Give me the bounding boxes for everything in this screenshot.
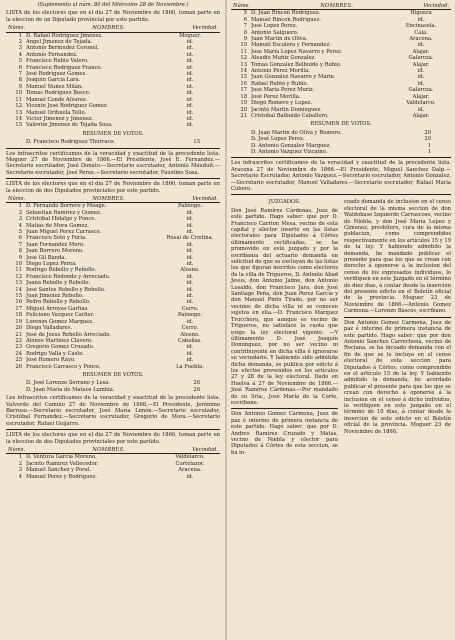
elector-number: 20	[15, 325, 22, 332]
elector-number: 6	[243, 16, 247, 23]
elector-name: Diego Valladares.	[26, 325, 73, 332]
elector-vecindad: id.	[186, 209, 194, 216]
candidate-name: D. José Lorenzo Serrano y Losa.	[26, 380, 111, 387]
elector-number: 14	[240, 68, 247, 75]
elector-number: 25	[15, 357, 22, 364]
elector-number: 19	[240, 100, 247, 107]
list-item	[6, 122, 220, 128]
list2-intro: LISTA de los electores que en el dia 27 de Noviembre de 1866, toman parte en la eleccion de dos Diputados provinciales por este partido.	[6, 181, 220, 194]
elector-name: Joaquin Garcia Lara.	[26, 77, 81, 84]
col-names: NOMBRES.	[320, 3, 354, 9]
elector-vecindad: id.	[186, 51, 194, 58]
elector-vecindad: id.	[186, 473, 194, 480]
elector-name: Rodrigo Valla y Casto.	[26, 350, 85, 357]
elector-number: 10	[15, 90, 22, 97]
elector-number: 8	[18, 248, 22, 255]
list-item	[6, 364, 220, 370]
elector-vecindad: id.	[186, 299, 194, 306]
certification-right: Los infrascritos certificamos de la veracidad y exactitud de la precedente lista. Aracena 27 de Noviembre de 1866.—El Presidente, Miguel Sanchez Dalp.—Secretario Escrutador, Antonio Vazquez.—Secretario escrutador, Antonio Gonzalez.—Secretario escrutador, Manuel Valladares.—Secretario escrutador, Rafael Maria Cubero.	[231, 160, 451, 192]
vote-count: 20	[424, 129, 431, 136]
elector-vecindad: id.	[417, 106, 425, 113]
candidate-name: D. Juan Martin de Oliva y Romero.	[251, 129, 342, 136]
elector-name: Víctor Jimenez y Jimenez.	[26, 115, 94, 122]
elector-vecindad: id.	[186, 318, 194, 325]
elector-vecindad: Encinasola.	[405, 23, 437, 30]
elector-vecindad: Palmogo.	[177, 203, 203, 210]
juzgados-section	[231, 197, 451, 458]
elector-name: José de Jesus Rebollo Arreciado.	[26, 331, 112, 338]
elector-vecindad: id.	[186, 96, 194, 103]
right-column	[231, 0, 451, 458]
elector-vecindad: id.	[186, 90, 194, 97]
elector-name: Aleadio Muñiz Gonzalez.	[251, 55, 316, 62]
elector-number: 22	[15, 337, 22, 344]
elector-number: 2	[18, 39, 22, 46]
elector-vecindad: Cala.	[414, 29, 428, 36]
elector-number: 15	[15, 293, 22, 300]
elector-number: 16	[15, 299, 22, 306]
elector-name: Antonio Bermudez Coronel.	[26, 45, 99, 52]
elector-number: 5	[243, 10, 247, 17]
elector-vecindad: id.	[186, 115, 194, 122]
elector-number: 1	[18, 454, 22, 461]
elector-name: Sebastian Ramirez y Gomez.	[26, 209, 102, 216]
elector-vecindad: Aracena.	[178, 467, 202, 474]
elector-number: 4	[18, 473, 22, 480]
resumen-list-right	[231, 130, 451, 156]
elector-vecindad: id.	[417, 42, 425, 49]
elector-name: Manuel Orihuela Tello.	[26, 109, 87, 116]
elector-name: Francisco Redondo y Arreciado.	[26, 273, 111, 280]
elector-name: Valentin Jimenez de Tejada Sosa.	[26, 122, 113, 129]
elector-vecindad: id.	[186, 122, 194, 129]
elector-vecindad: Valdelarco.	[175, 454, 205, 461]
col-vecindad: Vecindad.	[423, 3, 449, 9]
divider	[6, 178, 220, 179]
elector-name: Rafael Rubio y Rubio.	[251, 80, 308, 87]
elector-number: 2	[18, 460, 22, 467]
elector-name: Matias de Mora Gomez.	[26, 222, 89, 229]
elector-vecindad: id.	[186, 222, 194, 229]
list-item	[231, 113, 451, 119]
elector-vecindad: id.	[186, 45, 194, 52]
elector-number: 18	[240, 93, 247, 100]
elector-vecindad: Aracena.	[409, 36, 433, 43]
elector-number: 1	[18, 32, 22, 39]
elector-name: Francisco Soto y Feria.	[26, 235, 87, 242]
col-vecindad: Vecindad.	[192, 195, 218, 202]
left-column	[6, 0, 220, 480]
vote-count: 1	[427, 148, 431, 155]
elector-number: 4	[18, 51, 22, 58]
elector-name: Manuel Nuñez Milan.	[26, 83, 83, 90]
elector-vecindad: Cerro.	[181, 305, 199, 312]
elector-name: Juan Miguel Perez Carrasco.	[26, 229, 102, 235]
resumen2-title: RESUMEN DE VOTOS.	[82, 371, 144, 378]
elector-vecindad: Alajar.	[412, 112, 430, 119]
elector-name: Feliciano Vazquez Carlier.	[26, 312, 95, 319]
list3-intro: LISTA de los electores que en el dia 27 de Noviembre de 1866, toman parte en la eleccion de dos Diputados provinciales por este partido.	[6, 432, 220, 445]
elector-name: Antonio Salguero.	[251, 29, 299, 36]
elector-vecindad: id.	[186, 344, 194, 351]
elector-name: Francisco Rodriguez Franco.	[26, 64, 103, 71]
elector-number: 17	[240, 87, 247, 94]
elector-number: 20	[240, 106, 247, 113]
resumen-list-2	[6, 380, 220, 393]
elector-number: 12	[15, 103, 22, 110]
vote-count: 15	[193, 139, 200, 146]
elector-vecindad: Alosno.	[180, 331, 200, 338]
elector-number: 12	[240, 55, 247, 62]
elector-list-3	[6, 454, 220, 480]
elector-name: Vicente José Rodriguez Gomez.	[26, 103, 109, 110]
elector-name: D. Juan Rincon Rodriguez.	[251, 10, 321, 17]
divider	[231, 194, 451, 195]
elector-number: 3	[18, 467, 22, 474]
elector-number: 3	[18, 45, 22, 52]
elector-name: José Maria Lopez Navarro y Perez.	[251, 48, 343, 55]
vote-count: 26	[193, 380, 200, 387]
elector-number: 12	[15, 273, 22, 280]
elector-vecindad: Paimogo.	[177, 312, 203, 319]
elector-name: Manuel Sanchez y Poral.	[26, 467, 92, 474]
elector-vecindad: id.	[186, 248, 194, 255]
elector-number: 16	[240, 80, 247, 87]
certification-1: Los infrascritos certificamos de la veracidad y exactitud de la precedente lista. Moguer 27 de Noviembre de 1866.—El Presidente, José E. Fernandez.—Secretario escrutador, José Donato.—Secretario escrutador, Antonio Mauduit.—Secretario escrutador, José Perez.—Secretario escrutador, Faustino Sosa.	[6, 150, 220, 176]
elector-vecindad: id.	[186, 216, 194, 223]
elector-vecindad: id.	[417, 74, 425, 81]
elector-name: D. Rafael Rodriguez Jiménez.	[26, 32, 103, 39]
juzgados-col-2	[344, 197, 451, 458]
elector-name: Jacinto Ramirez Vellecedor.	[26, 460, 99, 467]
elector-name: José Rodriguez Gomez.	[26, 71, 87, 78]
elector-vecindad: id.	[186, 39, 194, 46]
elector-vecindad: Rosal de Cristina.	[166, 235, 214, 242]
list2-header	[6, 196, 220, 203]
edict-2-start: Don Antonio Gomez Carmona, Juez de paz é interino de primera instancia de este partido. Hago saber: que por D. Andres Ramírez Cruzado y Matas, vecino de Niebla y elector para Diputados á Córtes de esta seccion, se ha in-	[231, 411, 338, 456]
elector-vecindad: Galaroza.	[408, 55, 434, 62]
elector-name: Juan Gonzalez Navarro y Marin.	[251, 74, 336, 81]
elector-name: Antonio Perez Morilla.	[251, 68, 310, 75]
elector-number: 15	[15, 122, 22, 129]
elector-name: Antonio Fernandez.	[26, 51, 78, 58]
list-item	[6, 474, 220, 480]
elector-list-2	[6, 203, 220, 370]
elector-number: 11	[15, 96, 22, 103]
elector-vecindad: id.	[417, 68, 425, 75]
elector-name: D. Ventura Garcia Moreno.	[26, 454, 97, 461]
elector-vecindad: La Puebla.	[176, 363, 204, 370]
elector-name: Francisco Carrasco y Ponce.	[26, 363, 101, 370]
elector-name: José Santos Rebollo y Rebollo.	[26, 286, 106, 293]
candidate-name: D. José Lopez Perez.	[251, 136, 305, 143]
elector-name: Diego Lopez Perea.	[26, 261, 77, 268]
elector-vecindad: Galaroza.	[408, 87, 434, 94]
elector-vecindad: Alajar.	[412, 61, 430, 68]
divider	[231, 408, 338, 409]
elector-name: Manuel Conde Alvarez.	[26, 96, 88, 103]
elector-name: Manuel Perez y Rodriguez.	[26, 473, 97, 480]
elector-list-right	[231, 10, 451, 119]
col-vecindad: Vecindad.	[192, 447, 218, 453]
elector-vecindad: id.	[186, 241, 194, 248]
elector-name: Diego Romero y Lopez.	[251, 100, 313, 107]
right-list-header	[231, 3, 451, 10]
elector-name: José Perez Morilla.	[251, 93, 301, 100]
elector-vecindad: id.	[186, 77, 194, 84]
elector-number: 1	[18, 203, 22, 210]
elector-name: Lorenzo Gomez Marquez.	[26, 318, 94, 325]
elector-vecindad: id.	[186, 229, 194, 235]
col-vecindad: Vecindad.	[192, 25, 218, 32]
elector-number: 8	[18, 77, 22, 84]
elector-vecindad: id.	[186, 273, 194, 280]
elector-vecindad: id.	[186, 109, 194, 116]
elector-vecindad: id.	[186, 293, 194, 300]
elector-number: 10	[240, 42, 247, 49]
elector-vecindad: id.	[186, 350, 194, 357]
elector-number: 6	[18, 235, 22, 242]
col-num: Núms.	[8, 195, 26, 202]
col-names: NOMBRES.	[92, 447, 126, 453]
elector-vecindad: Alajar.	[412, 48, 430, 55]
elector-vecindad: Cabañas.	[177, 337, 203, 344]
elector-name: Tomás Rodriguez Bosco.	[26, 90, 91, 97]
elector-number: 19	[15, 318, 22, 325]
elector-name: Juan Borrero Moreno.	[26, 248, 84, 255]
elector-vecindad: id.	[186, 357, 194, 364]
elector-number: 11	[15, 267, 22, 274]
col-num: Núms.	[8, 25, 26, 32]
page-fold	[225, 0, 227, 640]
elector-vecindad: Higuera	[410, 10, 432, 17]
elector-vecindad: Cerro.	[181, 325, 199, 332]
col-num: Núms.	[8, 447, 26, 453]
elector-name: Juan Jimenez Rebollo.	[26, 293, 84, 300]
elector-name: Tomás Gonzalez Belbuido y Rubio.	[251, 61, 342, 68]
col-names: NOMBRES.	[92, 195, 126, 202]
elector-vecindad: id.	[417, 16, 425, 23]
elector-name: Manuel Rincon Rodriguez.	[251, 16, 321, 23]
elector-number: 21	[240, 112, 247, 119]
candidate-name: D. Juan María de Mateos Lumbia.	[26, 386, 115, 393]
elector-name: Juana Rebollo y Rebollo.	[26, 280, 91, 287]
vote-count: 20	[424, 136, 431, 143]
elector-number: 6	[18, 64, 22, 71]
juzgados-title: JUZGADOS.	[268, 199, 301, 206]
elector-name: Angel Jimenez de Tejada.	[26, 39, 93, 46]
juzgados-col-1	[231, 197, 338, 458]
elector-name: Francisco Rubio Valero.	[26, 58, 89, 65]
elector-name: D. Fernando Borrero y Moage.	[26, 203, 107, 210]
col-num: Núms.	[233, 3, 251, 9]
elector-number: 5	[18, 229, 22, 235]
divider	[6, 429, 220, 430]
elector-list-1	[6, 33, 220, 129]
elector-vecindad: Valdelarco.	[406, 100, 436, 107]
elector-number: 26	[15, 363, 22, 370]
elector-number: 23	[15, 344, 22, 351]
elector-number: 13	[240, 61, 247, 68]
elector-number: 13	[15, 109, 22, 116]
elector-vecindad: Alosno.	[180, 267, 200, 274]
elector-number: 4	[18, 222, 22, 229]
resumen-row	[6, 139, 220, 145]
elector-vecindad: Cortelazor.	[175, 460, 205, 467]
divider	[344, 317, 451, 318]
edict-3: Don Antonio Gomez Carmona, Juez de paz é interino de primera instancia de este partido. Hago saber: que por don Antonio Sanchez Carrechena, vecino de Rociana, se ha incoado demanda con el fin de que se le incluya en el censo electoral de esta seccion para Diputados á Córtes, como comprendido en el artículo 15 de la ley. Y habiendo admitido la demanda, he acordado publicar el presente para que los que se crean con derecho á oponerse á la inclusion en el censo á dicho individuo, lo verifiquen en este juzgado en el término de 10 dias, á contar desde la insercion de este edicto en el Boletín oficial de la provincia. Moguer 23 de Noviembre de 1866.	[344, 319, 451, 435]
elector-number: 14	[15, 115, 22, 122]
elector-number: 5	[18, 58, 22, 65]
elector-number: 7	[18, 241, 22, 248]
elector-vecindad: id.	[186, 64, 194, 71]
elector-vecindad: id.	[186, 71, 194, 78]
elector-number: 2	[18, 209, 22, 216]
elector-name: José Gil Banda.	[26, 254, 67, 261]
elector-number: 9	[243, 36, 247, 43]
certification-2: Los infrascritos certificamos de la veracidad y exactitud de la precedente lista. Valverde del Camino 27 de Noviembre de 1866.—El Presidente, Jerónimo Barroso.—Secretario escrutador, José María Limón.—Secretario escrutador, Cristóbal Fernandez.—Secretario escrutador, Gregorio de Mora.—Secretario escrutador, Rafael Guijarro.	[6, 395, 220, 427]
elector-number: 24	[15, 350, 22, 357]
list1-header	[6, 25, 220, 32]
resumen-right-title: RESUMEN DE VOTOS.	[310, 121, 372, 128]
elector-vecindad: id.	[417, 80, 425, 87]
resumen-row	[6, 387, 220, 393]
list3-header	[6, 447, 220, 454]
elector-name: Alonso Martinez Clavero.	[26, 337, 93, 344]
elector-vecindad: id.	[186, 280, 194, 287]
elector-number: 17	[15, 305, 22, 312]
candidate-name: D. Francisco Rodriguez Thurraco.	[26, 139, 116, 146]
elector-name: Manuel Escalera y Fernandez.	[251, 42, 331, 49]
divider	[231, 157, 451, 158]
elector-vecindad: id.	[186, 286, 194, 293]
elector-name: José Lopez Perez.	[251, 23, 298, 30]
elector-vecindad: Alajar.	[412, 93, 430, 100]
elector-number: 9	[18, 254, 22, 261]
elector-vecindad: Moguer.	[179, 32, 201, 39]
candidate-name: D. Antonio Gonzalez Marquez.	[251, 142, 331, 149]
resumen-row	[231, 149, 451, 155]
edict-1: Don José Ramírez Cárdenas, Juez de este partido. Hago saber: que por D. Francisco Carrion Mesa, vecino de esta capital y elector inserto en las listas electorales para Diputados á Córtes últimamente rectificadas, se ha promovido en este juzgado y por la escribanía del actuario demanda en solicitud de que se excluyan de las listas los que figuran inscritos como electores de la villa de Trigueros, D. Antonio Abad Jesus, don Antonio Jaime, don Antonio Losaldo, don Francisco Jara, don José Santiago Peña, don Juan Perez García y don Manuel Pinto Tirado, por no ser vecinos de dicha villa ni se conocen sujetos en ella.—D. Francisco Márquez Trucchero, que aunque es vecino de Trigueros, no satisface la cuota que exige la ley electoral vigente. —Y últimamente D. José Joaquín Dominguez, por no ser vecino ni contribuyente en dicha villa é ignorarse su vecindario. Y habiendo sido admitida dicha demanda, se publica por edicto á los efectos prevenidos en los artículos 27 y 28 de la ley electoral. Dado en Huelva á 27 de Noviembre de 1866.—José Ramírez Cárdenas.—Por mandado de su Sría., José María de la Corte, escribano.	[231, 207, 338, 406]
elector-name: Jacinto Martin Dominguez.	[251, 106, 322, 113]
elector-vecindad: id.	[186, 58, 194, 65]
elector-name: Rodrigo Rebollo y Rebollo.	[26, 267, 97, 274]
elector-number: 14	[15, 286, 22, 293]
elector-number: 3	[18, 216, 22, 223]
elector-number: 21	[15, 331, 22, 338]
elector-name: Gregorio Gomez Cruzado.	[26, 344, 95, 351]
elector-vecindad: id.	[186, 261, 194, 268]
col-names: NOMBRES.	[92, 25, 126, 32]
vote-count: 26	[193, 386, 200, 393]
elector-name: Pedro Rebollo y Rebollo.	[26, 299, 91, 306]
vote-count: 1	[427, 142, 431, 149]
edict-2-cont: coado demanda de inclusion en el censo electoral de la misma seccion de don Waldobaso Izquierdo Carrascoso, vecino de Niebla, y don José María Lopez y Gimenez, presbítero, cura de la misma poblacion, como comprendidos respectivamente en los artículos 15 y 19 de la ley. Y habiendo admitido la demanda, he mandado publicar el presente para que los que se crean con derecho á oponerse á la inclusion del censo de los expresados individuos, lo verifiquen en este Juzgado en el término de diez dias, á contar desde la insercion del presente edicto en el Boletín oficial de la provincia. Moguer 23 de Noviembre de 1866.—Antonio Gomez Carmona.—Lorenzo Bascos, escribano.	[344, 199, 451, 315]
elector-name: Cristóbal Balbuido Caballero.	[251, 112, 329, 119]
supplement-header: (Suplemento al núm. 80 del Miércoles 28 de Noviembre.)	[37, 2, 189, 8]
resumen1-title: RESUMEN DE VOTOS.	[82, 130, 144, 137]
elector-number: 9	[18, 83, 22, 90]
list1-intro: LISTA de los electores que en el dia 27 de Noviembre de 1866, toman parte en la eleccion de un Diputado provincial por este partido.	[6, 10, 220, 23]
elector-vecindad: id.	[186, 103, 194, 110]
resumen-list-1	[6, 139, 220, 145]
elector-number: 7	[243, 23, 247, 30]
elector-name: José María Perez Muriz.	[251, 87, 315, 94]
elector-vecindad: id.	[186, 254, 194, 261]
elector-number: 13	[15, 280, 22, 287]
elector-number: 8	[243, 29, 247, 36]
elector-number: 10	[15, 261, 22, 268]
elector-number: 18	[15, 312, 22, 319]
elector-name: Juan Martin de Oliva.	[251, 36, 308, 43]
divider	[6, 148, 220, 149]
elector-name: Juan Fernandez Moro.	[26, 241, 85, 248]
elector-name: Miguel Arroyas Garfias.	[26, 305, 89, 312]
elector-number: 7	[18, 71, 22, 78]
elector-number: 11	[240, 48, 247, 55]
elector-name: Cristóbal Hidalgo y Ponce.	[26, 216, 96, 223]
elector-number: 15	[240, 74, 247, 81]
candidate-name: D. Antonio Vazquez Vizcaino.	[251, 148, 328, 155]
elector-name: José Romero Rayo.	[26, 357, 76, 364]
elector-vecindad: id.	[186, 83, 194, 90]
